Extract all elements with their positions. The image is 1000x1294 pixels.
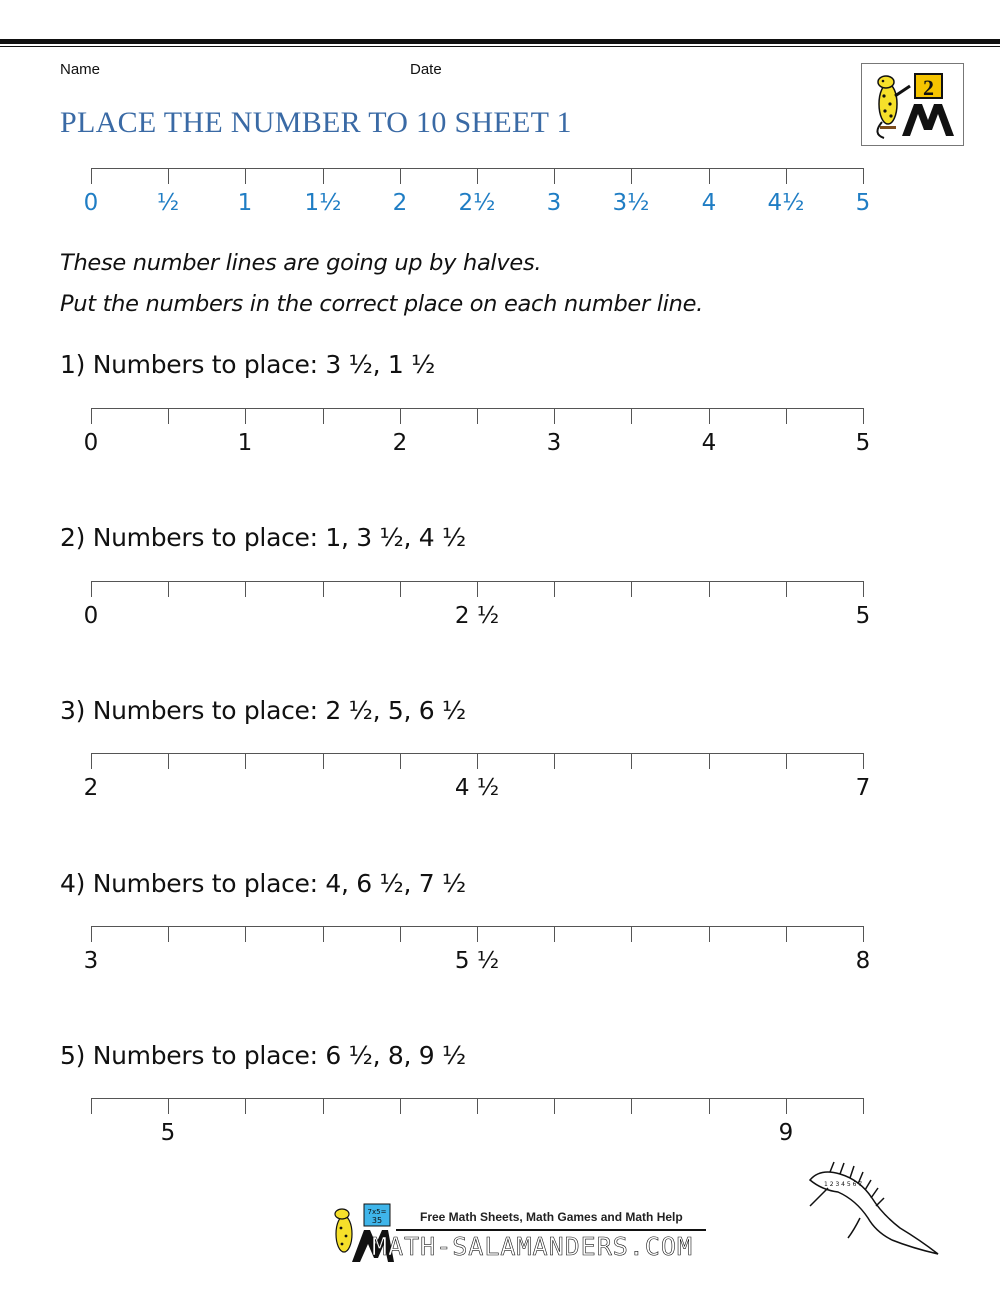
- number-line-tick: [554, 168, 555, 184]
- number-line-tick: [168, 581, 169, 597]
- number-line-label: 0: [83, 190, 99, 216]
- number-line-tick: [323, 168, 324, 184]
- grade-number: 2: [923, 75, 934, 100]
- number-line-tick: [323, 408, 324, 424]
- number-line-tick: [554, 581, 555, 597]
- number-line-label: 0: [83, 603, 99, 629]
- question-3-heading: 3) Numbers to place: 2 ½, 5, 6 ½: [60, 696, 466, 725]
- number-line-tick: [709, 926, 710, 942]
- number-line-tick: [554, 408, 555, 424]
- number-line-tick: [168, 753, 169, 769]
- footer-rule: [396, 1229, 706, 1231]
- question-1-heading: 1) Numbers to place: 3 ½, 1 ½: [60, 350, 436, 379]
- footer-tagline: Free Math Sheets, Math Games and Math Help: [420, 1210, 683, 1224]
- number-line-label: 5: [160, 1120, 176, 1146]
- number-line-label: 2½: [458, 190, 496, 216]
- number-line-label: 1½: [304, 190, 342, 216]
- number-line-label: 1: [237, 430, 253, 456]
- number-line-tick: [631, 926, 632, 942]
- number-line-tick: [786, 926, 787, 942]
- number-line-label: 4: [701, 190, 717, 216]
- number-line-label: 4: [701, 430, 717, 456]
- top-rule-thin: [0, 46, 1000, 47]
- number-line-tick: [863, 753, 864, 769]
- number-line-tick: [91, 1098, 92, 1114]
- number-line-tick: [631, 408, 632, 424]
- number-line-tick: [631, 581, 632, 597]
- number-line-tick: [709, 408, 710, 424]
- number-line-label: 1: [237, 190, 253, 216]
- instruction-line-2: Put the numbers in the correct place on each number line.: [60, 291, 704, 317]
- number-line-tick: [477, 408, 478, 424]
- number-line-tick: [168, 1098, 169, 1114]
- question-4-heading: 4) Numbers to place: 4, 6 ½, 7 ½: [60, 869, 466, 898]
- number-line-tick: [786, 408, 787, 424]
- number-line-label: 0: [83, 430, 99, 456]
- svg-text:1 2 3 4 5 6 7: 1 2 3 4 5 6 7: [824, 1181, 863, 1188]
- number-line-label: 2 ½: [454, 603, 500, 629]
- number-line-tick: [400, 753, 401, 769]
- number-line-tick: [477, 1098, 478, 1114]
- number-line-tick: [631, 1098, 632, 1114]
- number-line-tick: [323, 1098, 324, 1114]
- number-line-tick: [477, 581, 478, 597]
- number-line-label: 9: [778, 1120, 794, 1146]
- number-line-tick: [91, 753, 92, 769]
- salamander-number-drawing-icon: [800, 1158, 945, 1258]
- number-line-tick: [709, 753, 710, 769]
- number-line-tick: [709, 168, 710, 184]
- number-line-label: 5: [855, 603, 871, 629]
- number-line-tick: [91, 581, 92, 597]
- number-line-label: 2: [83, 775, 99, 801]
- number-line-tick: [168, 168, 169, 184]
- number-line-tick: [245, 926, 246, 942]
- number-line-tick: [477, 168, 478, 184]
- number-line-label: 5 ½: [454, 948, 500, 974]
- number-line-tick: [786, 1098, 787, 1114]
- number-line-label: 2: [392, 430, 408, 456]
- question-5-heading: 5) Numbers to place: 6 ½, 8, 9 ½: [60, 1041, 466, 1070]
- number-line-tick: [168, 408, 169, 424]
- instruction-line-1: These number lines are going up by halves.: [60, 250, 542, 276]
- number-line-tick: [400, 408, 401, 424]
- number-line-label: 2: [392, 190, 408, 216]
- number-line-tick: [91, 926, 92, 942]
- question-2-heading: 2) Numbers to place: 1, 3 ½, 4 ½: [60, 523, 466, 552]
- number-line-label: 3: [546, 430, 562, 456]
- number-line-tick: [245, 1098, 246, 1114]
- page-title: PLACE THE NUMBER TO 10 SHEET 1: [60, 106, 572, 139]
- number-line-tick: [400, 581, 401, 597]
- number-line-tick: [168, 926, 169, 942]
- number-line-tick: [554, 926, 555, 942]
- number-line-label: 3: [546, 190, 562, 216]
- number-line-label: 3½: [612, 190, 650, 216]
- name-label: Name: [60, 61, 101, 78]
- number-line-tick: [786, 753, 787, 769]
- number-line-label: 5: [855, 430, 871, 456]
- number-line-tick: [554, 753, 555, 769]
- number-line-tick: [323, 753, 324, 769]
- svg-text:35: 35: [371, 1216, 383, 1225]
- number-line-tick: [245, 408, 246, 424]
- number-line-tick: [245, 581, 246, 597]
- number-line-tick: [91, 168, 92, 184]
- number-line-tick: [709, 581, 710, 597]
- number-line-tick: [400, 926, 401, 942]
- svg-text:7x5=: 7x5=: [367, 1208, 387, 1216]
- number-line-tick: [323, 581, 324, 597]
- number-line-label: ½: [156, 190, 180, 216]
- number-line-label: 3: [83, 948, 99, 974]
- number-line-tick: [786, 168, 787, 184]
- number-line-tick: [323, 926, 324, 942]
- salamander-grade-logo-icon: [861, 63, 964, 146]
- number-line-tick: [477, 926, 478, 942]
- number-line-tick: [863, 1098, 864, 1114]
- number-line-tick: [709, 1098, 710, 1114]
- number-line-tick: [863, 408, 864, 424]
- number-line-tick: [786, 581, 787, 597]
- number-line-tick: [245, 168, 246, 184]
- number-line-tick: [245, 753, 246, 769]
- number-line-tick: [477, 753, 478, 769]
- number-line-tick: [631, 168, 632, 184]
- number-line-tick: [631, 753, 632, 769]
- number-line-tick: [863, 168, 864, 184]
- number-line-label: 4 ½: [454, 775, 500, 801]
- number-line-tick: [91, 408, 92, 424]
- number-line-tick: [863, 926, 864, 942]
- number-line-tick: [400, 168, 401, 184]
- top-rule-thick: [0, 39, 1000, 44]
- number-line-label: 8: [855, 948, 871, 974]
- number-line-tick: [863, 581, 864, 597]
- number-line-tick: [554, 1098, 555, 1114]
- number-line-tick: [400, 1098, 401, 1114]
- number-line-label: 7: [855, 775, 871, 801]
- footer-site-link[interactable]: MATH-SALAMANDERS.COM: [372, 1232, 694, 1261]
- number-line-label: 5: [855, 190, 871, 216]
- number-line-label: 4½: [767, 190, 805, 216]
- date-label: Date: [410, 61, 442, 78]
